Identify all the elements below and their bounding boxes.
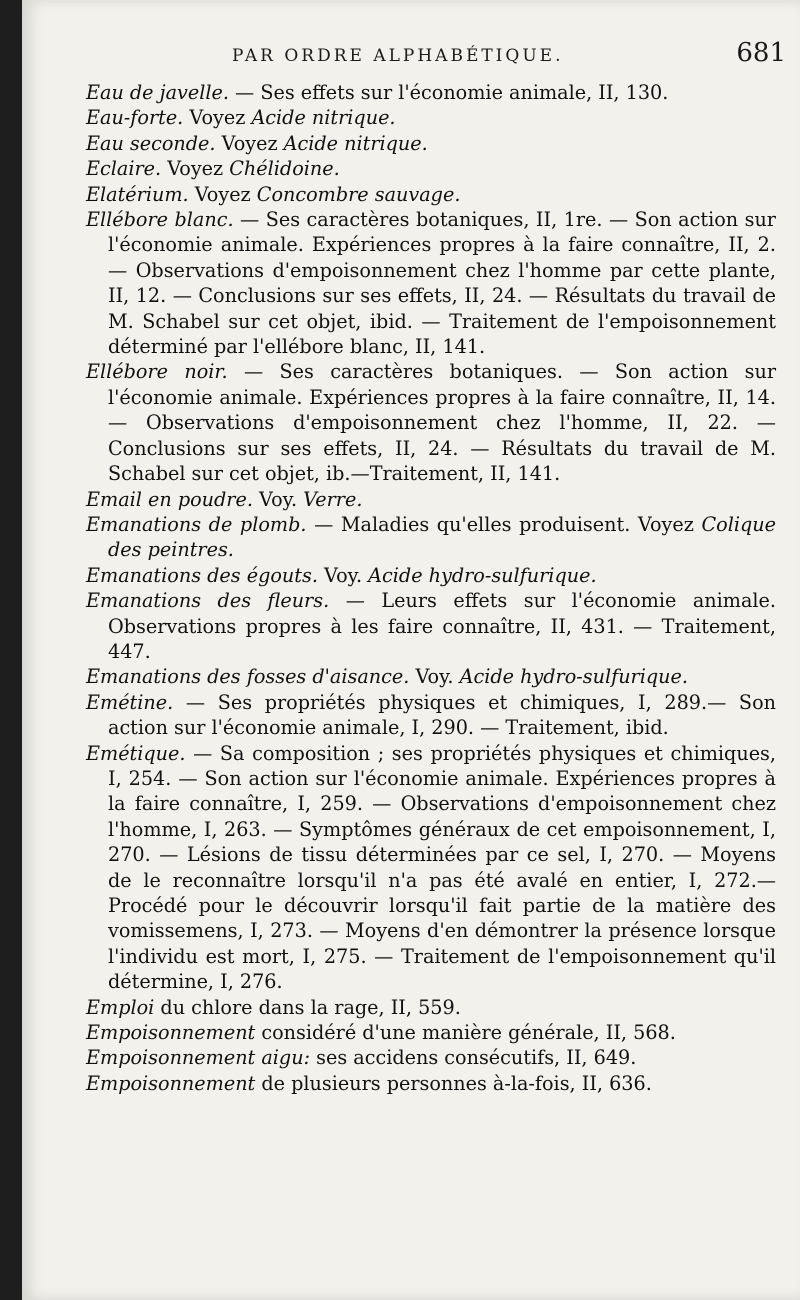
entry-text: considéré d'une manière générale, II, 568. bbox=[255, 1021, 676, 1045]
entry-headword: Emétique. bbox=[86, 741, 186, 765]
entry-text: de plusieurs personnes à-la-fois, II, 636. bbox=[255, 1071, 652, 1095]
index-entry bbox=[86, 105, 776, 130]
entry-text: Voy. bbox=[252, 487, 304, 511]
index-entry bbox=[86, 512, 776, 563]
entry-text: — Leurs effets sur l'économie animale. Observations propres à les faire connaître, II, 431. — Traitement, 447. bbox=[108, 589, 776, 663]
entry-headword: Empoisonnement bbox=[86, 1071, 256, 1095]
book-page bbox=[22, 0, 800, 1300]
entry-cross-reference: Chélidoine. bbox=[229, 157, 340, 181]
entry-headword: Emétine. bbox=[86, 690, 174, 714]
entry-headword: Emanations de plomb. bbox=[86, 512, 307, 536]
entry-text: — Ses effets sur l'économie animale, II, 130. bbox=[228, 81, 669, 104]
entry-text: Voyez bbox=[161, 157, 230, 181]
index-entry bbox=[86, 563, 776, 588]
entry-text: — Ses caractères botaniques, II, 1re. — Son action sur l'économie animale. Expériences propres à la faire connaître, II, 2. — Observations d'empoisonnement chez l'homme par cette plante, II, 12. — Conclusions sur ses effets, II, 24. — Résultats du travail de M. Schabel sur cet objet, ibid. — Traitement de l'empoisonnement déterminé par l'ellébore blanc, II, 141. bbox=[108, 208, 776, 359]
entry-text: — Ses caractères botaniques. — Son action sur l'économie animale. Expériences propres à la faire connaître, II, 14. — Observations d'empoisonnement chez l'homme, II, 22. — Conclusions sur ses effets, II, 24. — Résultats du travail de M. Schabel sur cet objet, ib.—Traitement, II, 141. bbox=[108, 360, 776, 486]
index-entry bbox=[86, 1045, 776, 1070]
entry-headword: Eclaire. bbox=[86, 157, 162, 181]
entry-text: Voyez bbox=[188, 182, 257, 206]
entry-text: — Ses propriétés physiques et chimiques, I, 289.— Son action sur l'économie animale, I, 290. — Traitement, ibid. bbox=[108, 690, 776, 740]
page-number: 681 bbox=[736, 38, 786, 68]
entry-text: du chlore dans la rage, II, 559. bbox=[154, 995, 461, 1019]
entry-headword: Emploi bbox=[86, 995, 155, 1019]
entry-headword: Emanations des fleurs. bbox=[86, 589, 330, 613]
entry-text: Voy. bbox=[317, 563, 369, 587]
entry-text: — Maladies qu'elles produisent. Voyez bbox=[306, 512, 702, 536]
entry-cross-reference: Verre. bbox=[303, 487, 363, 511]
entry-text: — Sa composition ; ses propriétés physiques et chimiques, I, 254. — Son action sur l'économie animale. Expériences propres à la faire connaître, I, 259. — Observations d'empoisonnement chez l'homme, I, 263. — Symptômes généraux de cet empoisonnement, I, 270. — Lésions de tissu déterminées par ce sel, I, 270. — Moyens de le reconnaître lorsqu'il n'a pas été avalé en entier, I, 272.— Procédé pour le découvrir lorsqu'il fait partie de la matière des vomissemens, I, 273. — Moyens d'en démontrer la présence lorsque l'individu est mort, I, 275. — Traitement de l'empoisonnement qu'il détermine, I, 276. bbox=[108, 741, 776, 994]
index-entry bbox=[86, 1020, 776, 1045]
entry-text: Voy. bbox=[409, 665, 460, 689]
index-entry bbox=[86, 131, 776, 156]
entry-text: Voyez bbox=[183, 106, 252, 130]
entry-headword: Eau-forte. bbox=[86, 106, 184, 130]
index-entry bbox=[86, 664, 776, 689]
entry-text: Voyez bbox=[215, 131, 284, 155]
entry-headword: Elatérium. bbox=[86, 182, 189, 206]
entry-text: ses accidens consécutifs, II, 649. bbox=[310, 1046, 637, 1070]
page-header bbox=[22, 34, 800, 74]
index-entry bbox=[86, 995, 776, 1020]
index-entry bbox=[86, 207, 776, 359]
index-entry bbox=[86, 690, 776, 741]
entry-cross-reference: Acide nitrique. bbox=[283, 131, 428, 155]
entry-headword: Empoisonnement aigu: bbox=[86, 1046, 311, 1070]
entry-headword: Empoisonnement bbox=[86, 1021, 256, 1045]
index-entry bbox=[86, 741, 776, 995]
index-entry bbox=[86, 1071, 776, 1096]
entry-cross-reference: Acide nitrique. bbox=[251, 106, 396, 130]
entry-cross-reference: Acide hydro-sulfurique. bbox=[459, 665, 688, 689]
index-entry bbox=[86, 359, 776, 486]
entry-cross-reference: Colique des peintres. bbox=[108, 512, 776, 562]
index-entry bbox=[86, 80, 776, 105]
entry-headword: Eau seconde. bbox=[86, 131, 216, 155]
index-entry bbox=[86, 182, 776, 207]
index-entry bbox=[86, 588, 776, 664]
entry-headword: Email en poudre. bbox=[86, 487, 253, 511]
entry-headword: Ellébore blanc. bbox=[86, 208, 234, 232]
running-title: PAR ORDRE ALPHABÉTIQUE. bbox=[232, 46, 564, 66]
entry-cross-reference: Concombre sauvage. bbox=[256, 182, 461, 206]
index-entry bbox=[86, 487, 776, 512]
entry-headword: Emanations des fosses d'aisance. bbox=[86, 665, 410, 689]
entry-headword: Ellébore noir. bbox=[86, 360, 228, 384]
entry-headword: Emanations des égouts. bbox=[86, 563, 318, 587]
entry-headword: Eau de javelle. bbox=[86, 81, 229, 104]
index-list bbox=[86, 80, 776, 1096]
entry-cross-reference: Acide hydro-sulfurique. bbox=[368, 563, 597, 587]
index-entry bbox=[86, 156, 776, 181]
